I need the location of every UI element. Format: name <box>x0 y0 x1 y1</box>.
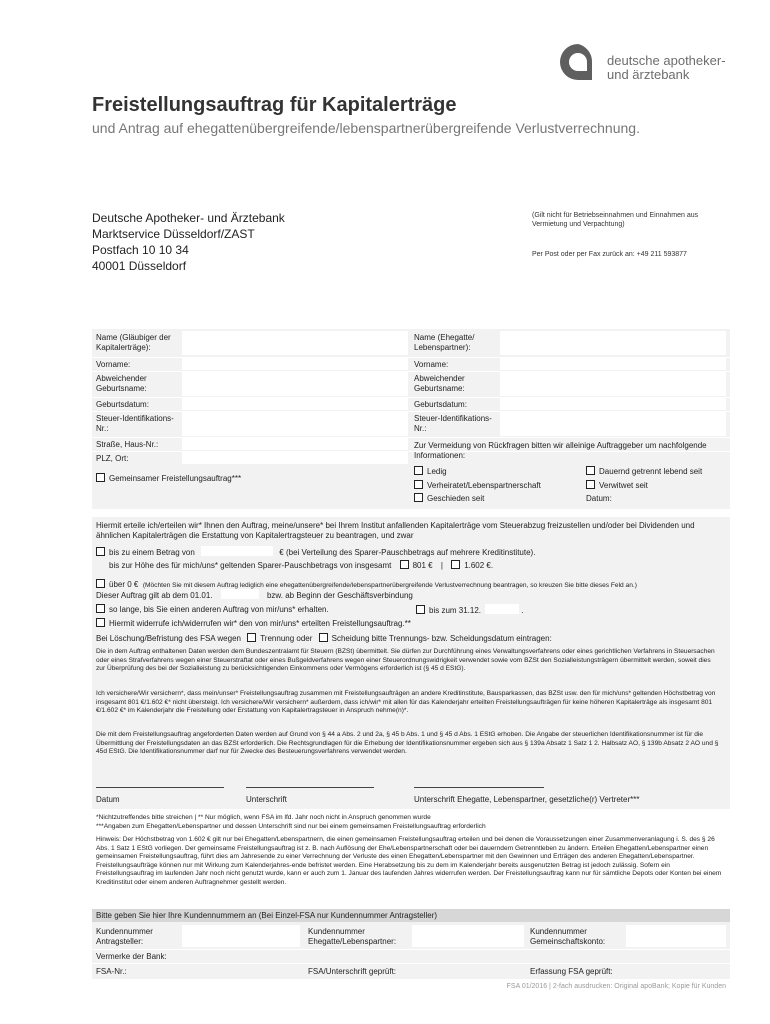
max-amount-label: bis zur Höhe des für mich/uns* geltenden Sparer-Pauschbetrags von insgesamt <box>109 561 392 570</box>
signature-line[interactable] <box>246 787 374 788</box>
label-spouse-vorname: Vorname: <box>414 360 449 369</box>
until-label: bis zum 31.12. <box>429 606 482 615</box>
until-checkbox[interactable] <box>416 605 425 614</box>
date-caption: Datum <box>96 795 120 804</box>
status-date-label: Datum: <box>586 494 612 503</box>
input-geburtsdatum[interactable] <box>182 398 408 410</box>
ledig-checkbox[interactable] <box>414 466 423 475</box>
amount-label: bis zu einem Betrag von <box>109 548 195 557</box>
personal-data-section <box>92 329 730 509</box>
start-alt-label: bzw. ab Beginn der Geschäftsverbindung <box>266 591 413 600</box>
page-footer: FSA 01/2016 | 2-fach ausdrucken: Original apoBank; Kopie für Kunden <box>506 983 726 990</box>
customer-number-label: Kundennummer Antragsteller: <box>96 927 153 946</box>
1602-checkbox[interactable] <box>451 560 460 569</box>
label-spouse-geburtsdatum: Geburtsdatum: <box>414 400 467 409</box>
unlimited-checkbox[interactable] <box>96 604 105 613</box>
verheiratet-checkbox[interactable] <box>414 480 423 489</box>
separation-label: Trennung oder <box>260 634 313 643</box>
scope-note: (Gilt nicht für Betriebseinnahmen und Einnahmen aus Vermietung und Verpachtung) <box>532 212 699 228</box>
verwitwet-checkbox[interactable] <box>586 480 595 489</box>
input-spouse-vorname[interactable] <box>500 358 726 370</box>
fax-note: Per Post oder per Fax zurück an: +49 211 593877 <box>532 251 687 258</box>
label-spouse-name: Name (Ehegatte/ Lebenspartner): <box>414 333 475 352</box>
amount-input[interactable] <box>201 546 273 556</box>
geschieden-checkbox[interactable] <box>414 493 423 502</box>
footnotes <box>92 812 730 906</box>
label-spouse-geburtsname: Abweichender Geburtsname: <box>414 374 465 393</box>
label-geburtsname: Abweichender Geburtsname: <box>96 374 147 393</box>
fsa-number-label: FSA-Nr.: <box>96 967 127 976</box>
label-vorname: Vorname: <box>96 360 131 369</box>
input-strasse[interactable] <box>182 438 408 450</box>
input-vorname[interactable] <box>182 358 408 370</box>
signature-caption: Unterschrift <box>246 795 287 804</box>
address-line: Postfach 10 10 34 <box>92 243 189 257</box>
logo-line-2: und ärztebank <box>607 67 690 82</box>
bank-logo <box>558 42 748 86</box>
footnote-2: ***Angaben zum Ehegatten/Lebenspartner und dessen Unterschrift sind nur bei einem gemeinsamen Freistellungsauftrag erforderlich <box>96 823 486 830</box>
801-checkbox[interactable] <box>400 560 409 569</box>
zero-checkbox[interactable] <box>96 579 105 588</box>
label-geburtsdatum: Geburtsdatum: <box>96 400 149 409</box>
geschieden-label: Geschieden seit <box>427 494 485 503</box>
spouse-customer-number-input[interactable] <box>412 925 524 947</box>
date-line[interactable] <box>96 787 224 788</box>
label-plz-ort: PLZ, Ort: <box>96 454 129 463</box>
until-year-input[interactable] <box>485 604 519 614</box>
start-year-input[interactable] <box>221 589 259 599</box>
input-geburtsname[interactable] <box>182 372 408 396</box>
address-line: 40001 Düsseldorf <box>92 259 187 273</box>
bank-header: Bitte geben Sie hier Ihre Kundennummern an (Bei Einzel-FSA nur Kundennummer Antragsteller) <box>96 911 438 920</box>
input-spouse-geburtsname[interactable] <box>500 372 726 396</box>
single-info-hint: Zur Vermeidung von Rückfragen bitten wir alleinige Auftraggeber um nachfolgende Informationen: <box>414 441 707 460</box>
joint-account-input[interactable] <box>626 925 726 947</box>
legal-basis-note: Die mit dem Freistellungsauftrag angeforderten Daten werden auf Grund von § 44 a Abs. 2 und 2a, § 45 b Abs. 1 und § 45 d Abs. 1 EStG erhoben. Die Angabe der steuerlichen Identifikationsnummer ist für die Übermittlung der Freistellungsdaten an das BZSt erforderlich. Die Rechtsgrundlagen für die Erhebung der Identifikationsnummer ergeben sich aus § 139a Absatz 1 Satz 1 2. Halbsatz AO, § 139b Absatz 2 AO und § 45d EStG. Die Identifikationsnummer darf nur für Zwecke des Besteuerungsverfahrens verwendet werden. <box>96 731 719 756</box>
hint-text: Hinweis: Der Höchstbetrag von 1.602 € gilt nur bei Ehegatten/Lebenspartnern, die einen gemeinsamen Freistellungsauftrag erteilen und bei denen die Voraussetzungen einer Zusammenveranlagung i. S. des § 26 Abs. 1 Satz 1 EStG vorliegen. Der gemeinsame Freistellungsauftrag ist z. B. nach Auflösung der Ehe/Lebenspartnerschaft oder bei dauerndem Getrenntleben zu ändern. Erteilen Ehegatten/Lebenspartner einen gemeinsamen Freistellungsauftrag, führt dies am Jahresende zu einer Verrechnung der Verluste des einen Ehegatten/Lebenspartner mit den Gewinnen und Erträgen des anderen Ehegatten/Lebenspartner. Freistellungsaufträge können nur mit Wirkung zum Kalenderjahres-ende befristet werden. Eine Herabsetzung bis zu dem im Kalenderjahr bereits ausgenutzten Betrag ist jedoch zulässig. Sofern ein Freistellungsauftrag im laufenden Jahr noch nicht genutzt wurde, kann er auch zum 1. Januar des laufenden Jahres widerrufen werden. Der Freistellungsauftrag kann nur für sämtliche Depots oder Konten bei einem Kreditinstitut oder einem anderen Auftragnehmer gestellt werden. <box>96 836 722 886</box>
order-intro: Hiermit erteile ich/erteilen wir* Ihnen den Auftrag, meine/unsere* bei Ihrem Institut anfallenden Kapitalerträge vom Steuerabzug freizustellen und/oder bei Dividenden und ähnlichen Kapitalerträgen die Erstattung von Kapitalertragsteuer zu beantragen, und zwar <box>96 521 695 540</box>
revoke-checkbox[interactable] <box>96 618 105 627</box>
separation-checkbox[interactable] <box>247 633 256 642</box>
input-spouse-geburtsdatum[interactable] <box>500 398 726 410</box>
getrennt-checkbox[interactable] <box>586 466 595 475</box>
fsa-recorded-label: Erfassung FSA geprüft: <box>530 967 613 976</box>
address-line: Marktservice Düsseldorf/ZAST <box>92 227 255 241</box>
address-line: Deutsche Apotheker- und Ärztebank <box>92 211 285 225</box>
input-plz-ort[interactable] <box>182 452 408 464</box>
zero-label: über 0 € <box>109 580 139 589</box>
page-subtitle: und Antrag auf ehegattenübergreifende/lebenspartnerübergreifende Verlustverrechnung. <box>92 120 640 136</box>
delete-label: Bei Löschung/Befristung des FSA wegen <box>96 634 241 643</box>
joint-order-checkbox[interactable] <box>96 473 105 482</box>
bank-section <box>92 909 730 979</box>
input-name[interactable] <box>182 331 408 355</box>
joint-order-label: Gemeinsamer Freistellungsauftrag*** <box>109 474 242 483</box>
verwitwet-label: Verwitwet seit <box>599 481 648 490</box>
footnote-1: *Nichtzutreffendes bitte streichen | ** Nur möglich, wenn FSA im lfd. Jahr noch nicht in Anspruch genommen wurde <box>96 814 431 821</box>
label-spouse-steuer-id: Steuer-Identifikations-Nr.: <box>414 414 492 433</box>
ledig-label: Ledig <box>427 467 447 476</box>
fsa-checked-label: FSA/Unterschrift geprüft: <box>308 967 397 976</box>
logo-line-1: deutsche apotheker- <box>607 53 726 68</box>
signature2-caption: Unterschrift Ehegatte, Lebenspartner, gesetzliche(r) Vertreter*** <box>414 795 640 804</box>
bank-remarks-label: Vermerke der Bank: <box>96 952 167 961</box>
label-steuer-id: Steuer-Identifikations-Nr.: <box>96 414 174 433</box>
unlimited-label: so lange, bis Sie einen anderen Auftrag von mir/uns* erhalten. <box>109 605 329 614</box>
page-title: Freistellungsauftrag für Kapitalerträge <box>92 94 457 116</box>
amount-note: € (bei Verteilung des Sparer-Pauschbetrags auf mehrere Kreditinstitute). <box>279 548 536 557</box>
1602-label: 1.602 €. <box>464 561 494 570</box>
amount-checkbox[interactable] <box>96 547 105 556</box>
apobank-logo-icon <box>558 42 598 82</box>
joint-account-label: Kundennummer Gemeinschaftskonto: <box>530 927 606 946</box>
assurance-note: Ich versichere/Wir versichern*, dass mein/unser* Freistellungsauftrag zusammen mit Freistellungsaufträgen an andere Kreditinstitute, Bausparkassen, das BZSt usw. den für mich/uns* geltenden Höchstbetrag von insgesamt 801 €/1.602 €* nicht übersteigt. Ich versichere/Wir versichern* außerdem, dass ich/wir* mit allen für das Kalenderjahr erteilten Freistellungsaufträgen für keine höheren Kapitalerträge als insgesamt 801 €/1.602 €* im Kalenderjahr die Freistellung oder Erstattung von Kapitalertragsteuer in Anspruch nehme(n)*. <box>96 690 716 715</box>
801-label: 801 € <box>412 561 433 570</box>
label-name: Name (Gläubiger der Kapitalerträge): <box>96 333 171 352</box>
revoke-label: Hiermit widerrufe ich/widerrufen wir* den von mir/uns* erteilten Freistellungsauftrag.** <box>109 619 411 628</box>
customer-number-input[interactable] <box>182 925 300 947</box>
order-section: Hiermit erteile ich/erteilen wir* Ihnen den Auftrag, meine/unsere* bei Ihrem Institut anfallenden Kapitalerträge vom Steuerabzug freizustellen und/oder bei Dividenden und ähnlichen Kapitalerträgen die Erstattung von Kapitalertragsteuer zu beantragen, und zwar bis zu einem Betrag von € (bei Verteilung des Sparer-Pauschbetrags auf mehrere Kreditinstitute). bis zur Höhe des für mich/uns* geltenden Sparer-Pauschbetrags von insgesamt 801 € | 1.602 €. über 0 € (Möchten Sie mit diesem Auftrag lediglich eine ehegattenübergreifende/lebenspartnerübergreifende Verlustverrechnung beantragen, so kreuzen Sie bitte dieses Feld an.) Dieser Auftrag gilt ab dem 01.01. bzw. ab Beginn der Geschäftsverbindung so lange, bis Sie einen anderen Auftrag von mir/uns* erhalten. bis zum 31.12. . Hiermit widerrufe ich/widerrufen wir* den von mir/uns* erteilten Freistellungsauftrag.** Bei Löschung/Befristung des FSA wegen Trennung oder Scheidung bitte Trennungs- bzw. Scheidungsdatum eintragen: Die in dem Auftrag enthaltenen Daten werden dem Bundeszentralamt für Steuern (BZSt) übermittelt. Sie dürfen zur Durchführung eines Verwaltungsverfahrens oder eines gerichtlichen Verfahrens in Steuersachen oder eines Strafverfahrens wegen einer Steuerstraftat oder eines Bußgeldverfahrens wegen einer Steuerordnungswidrigkeit verwendet sowie vom BZSt den Sozialleistungsträgern übermittelt werden, soweit dies zur Überprüfung des bei der Sozialleistung zu berücksichtigenden Einkommens oder Vermögens erforderlich ist (§ 45 d EStG). Ich versichere/Wir versichern*, dass mein/unser* Freistellungsauftrag zusammen mit Freistellungsaufträgen an andere Kreditinstitute, Bausparkassen, das BZSt usw. den für mich/uns* geltenden Höchstbetrag von insgesamt 801 €/1.602 €* nicht übersteigt. Ich versichere/Wir versichern* außerdem, dass ich/wir* mit allen für das Kalenderjahr erteilten Freistellungsaufträgen für keine höheren Kapitalerträge als insgesamt 801 €/1.602 €* im Kalenderjahr die Freistellung oder Erstattung von Kapitalertragsteuer in Anspruch nehme(n)*. Die mit dem Freistellungsauftrag angeforderten Daten werden auf Grund von § 44 a Abs. 2 und 2a, § 45 b Abs. 1 und § 45 d Abs. 1 EStG erhoben. Die Angabe der steuerlichen Identifikationsnummer ist für die Übermittlung der Freistellungsdaten an das BZSt erforderlich. Die Rechtsgrundlagen für die Erhebung der Identifikationsnummer ergeben sich aus § 139a Absatz 1 Satz 1 2. Halbsatz AO, § 139b Absatz 2 AO und § 45d EStG. Die Identifikationsnummer darf nur für Zwecke des Besteuerungsverfahrens verwendet werden. Datum Unterschrift Unterschrift Ehegatte, Lebenspartner, gesetzliche(r) Vertreter*** <box>92 517 730 809</box>
input-steuer-id[interactable] <box>182 412 408 436</box>
recipient-address <box>92 210 285 274</box>
divorce-label: Scheidung bitte Trennungs- bzw. Scheidungsdatum eintragen: <box>331 634 552 643</box>
label-strasse: Straße, Haus-Nr.: <box>96 440 159 449</box>
spouse-customer-number-label: Kundennummer Ehegatte/Lebenspartner: <box>308 927 397 946</box>
start-label: Dieser Auftrag gilt ab dem 01.01. <box>96 591 213 600</box>
data-transfer-note: Die in dem Auftrag enthaltenen Daten werden dem Bundeszentralamt für Steuern (BZSt) übermittelt. Sie dürfen zur Durchführung eines Verwaltungsverfahrens oder eines gerichtlichen Verfahrens in Steuersachen oder eines Strafverfahrens wegen einer Steuerstraftat oder eines Bußgeldverfahrens wegen einer Steuerordnungswidrigkeit verwendet sowie vom BZSt den Sozialleistungsträgern übermittelt werden, soweit dies zur Überprüfung des bei der Sozialleistung zu berücksichtigenden Einkommens oder Vermögens erforderlich ist (§ 45 d EStG). <box>96 648 715 673</box>
input-spouse-steuer-id[interactable] <box>500 412 726 436</box>
verheiratet-label: Verheiratet/Lebenspartnerschaft <box>427 481 541 490</box>
input-spouse-name[interactable] <box>500 331 726 355</box>
divorce-checkbox[interactable] <box>319 633 328 642</box>
getrennt-label: Dauernd getrennt lebend seit <box>599 467 703 476</box>
signature2-line[interactable] <box>414 787 544 788</box>
zero-note: (Möchten Sie mit diesem Auftrag lediglich eine ehegattenübergreifende/lebenspartnerübergreifende Verlustverrechnung beantragen, so kreuzen Sie bitte dieses Feld an.) <box>142 582 637 589</box>
